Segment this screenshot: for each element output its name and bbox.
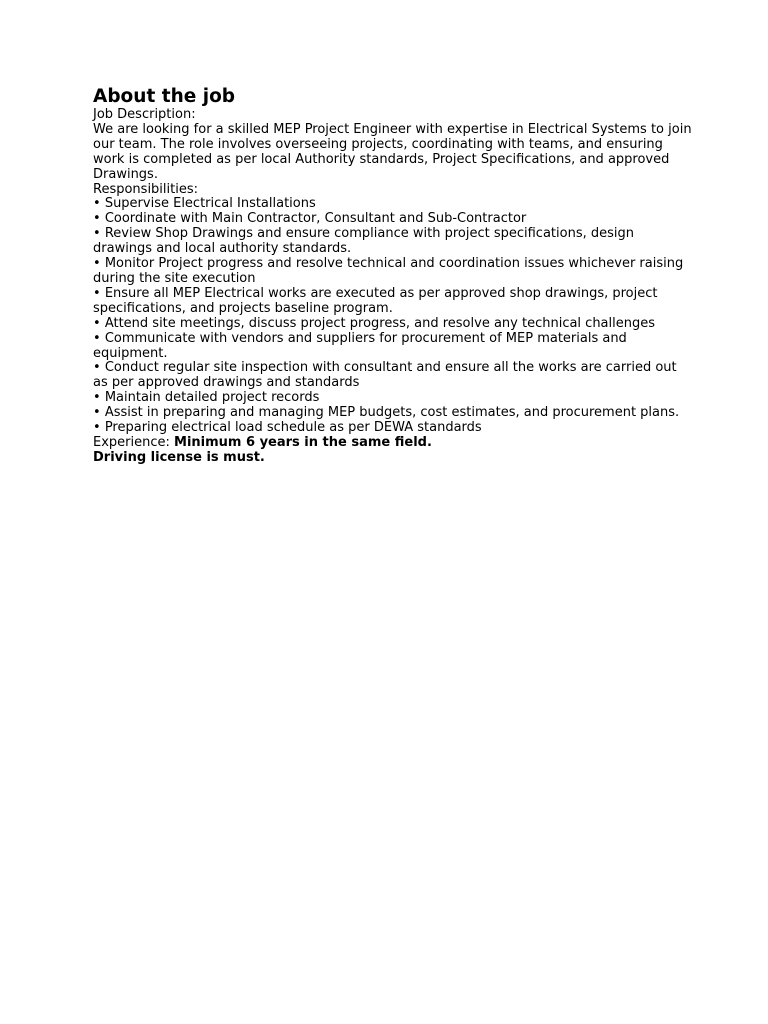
list-item: [93, 421, 693, 436]
bullet-glyph: •: [93, 196, 101, 212]
bullet-glyph: •: [93, 211, 101, 227]
bullet-glyph: •: [93, 390, 101, 406]
page-title: About the job: [93, 86, 236, 107]
responsibility-text: Ensure all MEP Electrical works are executed as per approved shop drawings, project specifications, and projects baseline program.: [93, 285, 658, 316]
job-description-document: [93, 86, 693, 466]
list-item: [93, 227, 693, 257]
list-item: [93, 332, 693, 362]
list-item: [93, 212, 693, 227]
responsibilities-label: Responsibilities:: [93, 181, 198, 197]
responsibility-text: Maintain detailed project records: [104, 390, 320, 406]
bullet-glyph: •: [93, 226, 101, 242]
list-item: [93, 197, 693, 212]
responsibility-text: Monitor Project progress and resolve technical and coordination issues whichever raising during the site execution: [93, 256, 684, 286]
list-item: [93, 391, 693, 406]
responsibility-text: Attend site meetings, discuss project progress, and resolve any technical challenges: [104, 315, 656, 331]
list-item: [93, 287, 693, 317]
experience-value: Minimum 6 years in the same field.: [174, 434, 432, 450]
bullet-glyph: •: [93, 420, 101, 436]
responsibility-text: Communicate with vendors and suppliers for procurement of MEP materials and equipment.: [93, 330, 627, 361]
driving-license-requirement: Driving license is must.: [93, 449, 265, 465]
responsibility-text: Review Shop Drawings and ensure compliance with project specifications, design drawings and local authority standards.: [93, 226, 634, 257]
list-item: [93, 361, 693, 391]
responsibility-text: Conduct regular site inspection with consultant and ensure all the works are carried out as per approved drawings and standards: [93, 360, 677, 391]
bullet-glyph: •: [93, 405, 101, 421]
bullet-glyph: •: [93, 285, 101, 301]
list-item: [93, 406, 693, 421]
list-item: [93, 317, 693, 332]
responsibility-text: Assist in preparing and managing MEP budgets, cost estimates, and procurement plans.: [104, 405, 680, 421]
bullet-glyph: •: [93, 360, 101, 376]
responsibility-text: Supervise Electrical Installations: [104, 196, 316, 212]
bullet-glyph: •: [93, 256, 101, 272]
list-item: [93, 257, 693, 287]
bullet-glyph: •: [93, 315, 101, 331]
responsibility-text: Coordinate with Main Contractor, Consultant and Sub-Contractor: [104, 211, 527, 227]
bullet-glyph: •: [93, 330, 101, 346]
job-intro-paragraph: We are looking for a skilled MEP Project Engineer with expertise in Electrical Systems to join our team. The role involves overseeing projects, coordinating with teams, and ensuring work is completed as per local Authority standards, Project Specifications, and approved Drawings.: [93, 121, 692, 182]
experience-line: [93, 436, 693, 451]
job-description-label: Job Description:: [93, 107, 196, 122]
responsibilities-list: [93, 197, 693, 436]
responsibility-text: Preparing electrical load schedule as per DEWA standards: [104, 420, 482, 436]
experience-label: Experience:: [93, 434, 175, 450]
job-body: [93, 108, 693, 466]
